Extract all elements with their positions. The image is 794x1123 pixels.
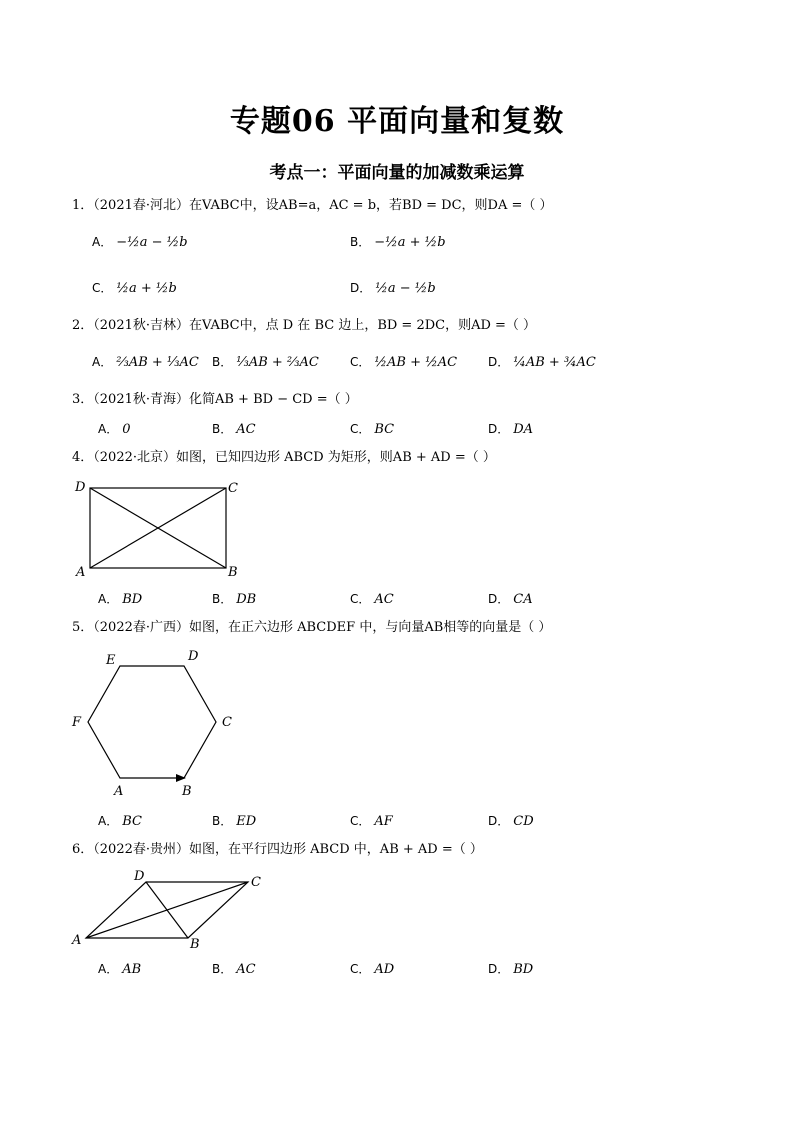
question-5-option-d[interactable]: D． CD (488, 814, 534, 829)
question-6-option-b[interactable]: B． AC (212, 962, 256, 977)
hex-label-c: C (222, 715, 232, 730)
section-heading: 考点一：平面向量的加减数乘运算 (269, 163, 525, 183)
question-4-option-b[interactable]: B． DB (212, 592, 257, 607)
hexagon-figure (70, 646, 250, 802)
question-5-option-b[interactable]: B． ED (212, 814, 257, 829)
question-4-option-c[interactable]: C． AC (350, 592, 394, 607)
question-5-option-a[interactable]: A． BC (98, 814, 142, 829)
page-title: 专题06 平面向量和复数 (229, 104, 565, 139)
question-3-option-d[interactable]: D． DA (488, 422, 534, 437)
rectangle-figure (70, 474, 250, 582)
vector-ab-arrowhead (176, 774, 186, 782)
hex-label-a: A (114, 784, 124, 799)
question-6-option-c[interactable]: C． AD (350, 962, 395, 977)
hex-label-d: D (188, 649, 199, 664)
hex-label-f: F (72, 715, 82, 730)
para-label-b: B (190, 937, 200, 952)
question-4-option-a[interactable]: A． BD (98, 592, 143, 607)
question-1-stem: 1．（2021春·河北）在VABC中，设AB=a，AC = b，若BD = DC，则DA =（ ） (72, 198, 553, 213)
question-1-option-d[interactable]: D． ½a − ½b (350, 281, 436, 296)
question-6-option-a[interactable]: A． AB (98, 962, 142, 977)
question-2-option-a[interactable]: A． ⅔AB + ⅓AC (92, 355, 199, 370)
question-3-option-a[interactable]: A． 0 (98, 422, 131, 437)
question-3-option-c[interactable]: C． BC (350, 422, 395, 437)
question-3-option-b[interactable]: B． AC (212, 422, 256, 437)
hexagon-outline (88, 666, 216, 778)
question-2-option-b[interactable]: B． ⅓AB + ⅔AC (212, 355, 319, 370)
question-4-option-d[interactable]: D． CA (488, 592, 533, 607)
question-4-stem: 4．（2022·北京）如图，已知四边形 ABCD 为矩形，则AB + AD =（ ） (72, 450, 496, 465)
hex-label-e: E (106, 653, 116, 668)
question-6-option-d[interactable]: D． BD (488, 962, 534, 977)
rect-label-a: A (76, 565, 86, 580)
hex-label-b: B (182, 784, 192, 799)
para-label-a: A (72, 933, 82, 948)
question-5-option-c[interactable]: C． AF (350, 814, 393, 829)
rect-label-c: C (228, 481, 238, 496)
question-2-stem: 2．（2021秋·吉林）在VABC中，点 D 在 BC 边上，BD = 2DC，则AD =（ ） (72, 318, 537, 333)
question-2-option-d[interactable]: D． ¼AB + ¾AC (488, 355, 596, 370)
question-2-option-c[interactable]: C． ½AB + ½AC (350, 355, 458, 370)
parallelogram-figure (66, 866, 276, 952)
parallelogram-diagonal-db (146, 882, 188, 938)
question-1-option-a[interactable]: A． −½a − ½b (92, 235, 188, 250)
rect-label-d: D (75, 480, 86, 495)
question-3-stem: 3．（2021秋·青海）化简AB + BD − CD =（ ） (72, 392, 358, 407)
para-label-d: D (134, 869, 145, 884)
question-5-stem: 5．（2022春·广西）如图，在正六边形 ABCDEF 中，与向量AB相等的向量是（ ） (72, 620, 552, 635)
rect-label-b: B (228, 565, 238, 580)
question-1-option-b[interactable]: B． −½a + ½b (350, 235, 446, 250)
para-label-c: C (251, 875, 261, 890)
question-1-option-c[interactable]: C． ½a + ½b (92, 281, 177, 296)
question-6-stem: 6．（2022春·贵州）如图，在平行四边形 ABCD 中，AB + AD =（ ） (72, 842, 483, 857)
